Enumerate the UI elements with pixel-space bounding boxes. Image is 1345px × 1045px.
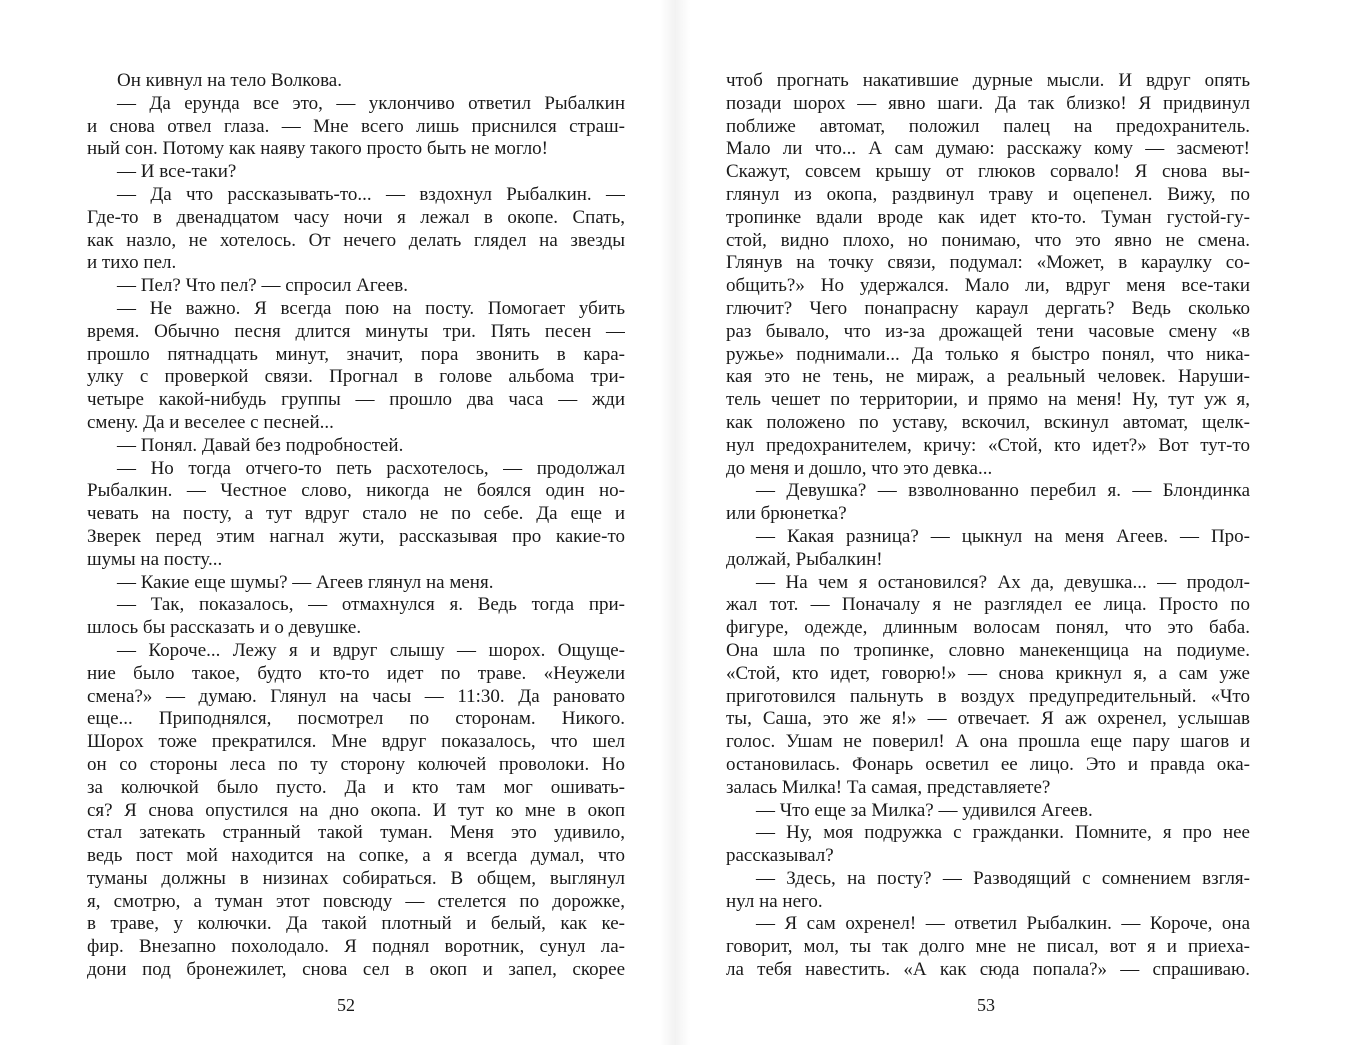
text-line: — Какие еще шумы? — Агеев глянул на меня. bbox=[117, 571, 494, 593]
text-line: смена?» — думаю. Глянул на часы — 11:30. Да рановато bbox=[87, 685, 625, 707]
right-page-text bbox=[726, 70, 1250, 982]
text-line: глючит? Чего понапрасну караул дергать? Ведь сколько bbox=[726, 297, 1250, 319]
text-line: чевать на посту, а тут вдруг стало не по себе. Да еще и bbox=[87, 503, 625, 525]
text-line: время. Обычно песня длится минуты три. Пять песен — bbox=[87, 320, 625, 342]
text-line: — Какая разница? — цыкнул на меня Агеев. — Про- bbox=[756, 525, 1250, 547]
text-line: залась Милка! Та самая, представляете? bbox=[726, 776, 1051, 798]
text-line: как назло, не хотелось. От нечего делать глядел на звезды bbox=[87, 229, 625, 251]
text-line: глянул из окопа, раздвинул траву и оцепенел. Вижу, по bbox=[726, 183, 1250, 205]
text-line: голос. Ушам не поверил! А она прошла еще пару шагов и bbox=[726, 731, 1250, 753]
text-line: ведь пост мой находится на сопке, а я всегда думал, что bbox=[87, 845, 625, 867]
text-line: нул предохранителем, кричу: «Стой, кто идет?» Вот тут-то bbox=[726, 434, 1250, 456]
text-line: — Здесь, на посту? — Разводящий с сомнением взгля- bbox=[756, 867, 1250, 889]
text-line: Он кивнул на тело Волкова. bbox=[117, 70, 342, 91]
text-line: Она шла по тропинке, словно манекенщица на подиуме. bbox=[726, 639, 1250, 661]
text-line: или брюнетка? bbox=[726, 503, 847, 525]
text-line: «Стой, кто идет, говорю!» — снова крикнул я, а сам уже bbox=[726, 662, 1250, 684]
text-line: ный сон. Потому как наяву такого просто быть не могло! bbox=[87, 138, 549, 160]
text-line: тропинке вдали вроде как идет кто-то. Туман густой-гу- bbox=[726, 206, 1250, 228]
text-line: ты, Саша, это же я!» — отвечает. Я аж охренел, услышав bbox=[726, 708, 1250, 730]
text-line: я, смотрю, а туман этот повсюду — стелется по дорожке, bbox=[87, 890, 625, 912]
text-line: рассказывал? bbox=[726, 845, 834, 867]
text-line: фир. Внезапно похолодало. Я поднял воротник, сунул ла- bbox=[87, 936, 625, 958]
text-line: Зверек перед этим нагнал жути, рассказывая про какие-то bbox=[87, 525, 625, 547]
text-line: Скажут, совсем крышу от глюков сорвало! Я снова вы- bbox=[726, 161, 1250, 183]
text-line: — Короче... Лежу я и вдруг слышу — шорох. Ощуще- bbox=[117, 639, 625, 661]
left-page-number: 52 bbox=[337, 995, 355, 1015]
text-line: — Так, показалось, — отмахнулся я. Ведь тогда при- bbox=[117, 594, 625, 616]
text-line: и снова отвел глаза. — Мне всего лишь приснился страш- bbox=[87, 115, 625, 137]
text-line: — Не важно. Я всегда пою на посту. Помогает убить bbox=[117, 297, 625, 319]
text-line: нул на него. bbox=[726, 890, 823, 912]
text-line: и тихо пел. bbox=[87, 252, 177, 274]
text-line: ся? Я снова опустился на дно окопа. И тут ко мне в окоп bbox=[87, 799, 625, 821]
text-line: Глянув на точку связи, подумал: «Может, в караулку со- bbox=[726, 252, 1250, 274]
text-line: жал тот. — Поначалу я не разглядел ее лица. Просто по bbox=[726, 594, 1250, 616]
text-line: как положено по уставу, вскочил, вскинул автомат, щелк- bbox=[726, 411, 1250, 433]
text-line: говорит, мол, ты так долго мне не писал, вот я и приеха- bbox=[726, 936, 1250, 958]
text-line: — Ну, моя подружка с гражданки. Помните, я про нее bbox=[756, 822, 1250, 844]
text-line: — Да что рассказывать-то... — вздохнул Рыбалкин. — bbox=[117, 183, 625, 205]
text-line: ла тебя навестить. «А как сюда попала?» — спрашиваю. bbox=[726, 959, 1250, 981]
text-line: — На чем я остановился? Ах да, девушка... — продол- bbox=[756, 571, 1250, 593]
right-page-number: 53 bbox=[977, 995, 995, 1015]
text-line: тель чешет по территории, и прямо на меня! Ну, тут уж я, bbox=[726, 389, 1250, 411]
text-line: Шорох тоже прекратился. Мне вдруг показалось, что шел bbox=[87, 731, 625, 753]
text-line: Где-то в двенадцатом часу ночи я лежал в окопе. Спать, bbox=[87, 206, 625, 228]
text-line: — Понял. Давай без подробностей. bbox=[117, 434, 404, 456]
text-line: — Что еще за Милка? — удивился Агеев. bbox=[756, 799, 1093, 821]
text-line: приготовился пальнуть в воздух предупредительный. «Что bbox=[726, 685, 1250, 707]
text-line: — Я сам охренел! — ответил Рыбалкин. — Короче, она bbox=[756, 913, 1250, 935]
text-line: — Девушка? — взволнованно перебил я. — Блондинка bbox=[756, 480, 1250, 502]
text-line: прошло пятнадцать минут, значит, пора звонить в кара- bbox=[87, 343, 625, 365]
text-line: остановилась. Фонарь осветил ее лицо. Это и правда ока- bbox=[726, 753, 1250, 775]
text-line: кая это не тень, не мираж, а реальный человек. Наруши- bbox=[726, 366, 1250, 388]
text-line: чтоб прогнать накатившие дурные мысли. И вдруг опять bbox=[726, 70, 1250, 91]
text-line: фигуре, одежде, длинным волосам понял, что это баба. bbox=[726, 617, 1250, 639]
text-line: еще... Приподнялся, посмотрел по сторонам. Никого. bbox=[87, 708, 625, 730]
text-line: Рыбалкин. — Честное слово, никогда не боялся один но- bbox=[87, 480, 625, 502]
text-line: шумы на посту... bbox=[87, 548, 223, 570]
text-line: раз бывало, что из-за дрожащей тени часовые смену «в bbox=[726, 320, 1250, 342]
text-line: четыре какой-нибудь группы — прошло два часа — жди bbox=[87, 389, 625, 411]
text-line: туманы должны в низинах собираться. В общем, выглянул bbox=[87, 867, 625, 889]
text-line: ружье» поднимали... Да только я быстро понял, что ника- bbox=[726, 343, 1250, 365]
text-line: — Но тогда отчего-то петь расхотелось, — продолжал bbox=[117, 457, 625, 479]
text-line: Мало ли что... А сам думаю: расскажу кому — засмеют! bbox=[726, 138, 1250, 160]
text-line: — Да ерунда все это, — уклончиво ответил Рыбалкин bbox=[117, 92, 625, 114]
text-line: стал затекать странный такой туман. Меня это удивило, bbox=[87, 822, 625, 844]
text-line: до меня и дошло, что это девка... bbox=[726, 457, 993, 479]
book-gutter bbox=[660, 0, 690, 1045]
text-line: ние было такое, будто кто-то идет по траве. «Неужели bbox=[87, 662, 625, 684]
text-line: улку с проверкой связи. Прогнал в голове альбома три- bbox=[87, 366, 625, 388]
text-line: — Пел? Что пел? — спросил Агеев. bbox=[117, 275, 408, 297]
text-line: стой, видно плохо, но понимаю, что это явно не смена. bbox=[726, 229, 1250, 251]
text-line: за колючкой было пусто. Да и кто там мог ошивать- bbox=[87, 776, 625, 798]
left-page-text bbox=[87, 70, 625, 982]
text-line: — И все-таки? bbox=[117, 161, 237, 183]
text-line: смену. Да и веселее с песней... bbox=[87, 411, 334, 433]
text-line: в траве, у колючки. Да такой плотный и белый, как ке- bbox=[87, 913, 625, 935]
text-line: он со стороны леса по ту сторону колючей проволоки. Но bbox=[87, 753, 625, 775]
text-line: шлось бы рассказать и о девушке. bbox=[87, 617, 362, 639]
text-line: позади шорох — явно шаги. Да так близко! Я придвинул bbox=[726, 92, 1250, 114]
text-line: общить?» Но удержался. Мало ли, вдруг меня все-таки bbox=[726, 275, 1250, 297]
text-line: дони под бронежилет, снова сел в окоп и запел, скорее bbox=[87, 959, 625, 981]
text-line: должай, Рыбалкин! bbox=[726, 548, 883, 570]
text-line: поближе автомат, положил палец на предохранитель. bbox=[726, 115, 1250, 137]
